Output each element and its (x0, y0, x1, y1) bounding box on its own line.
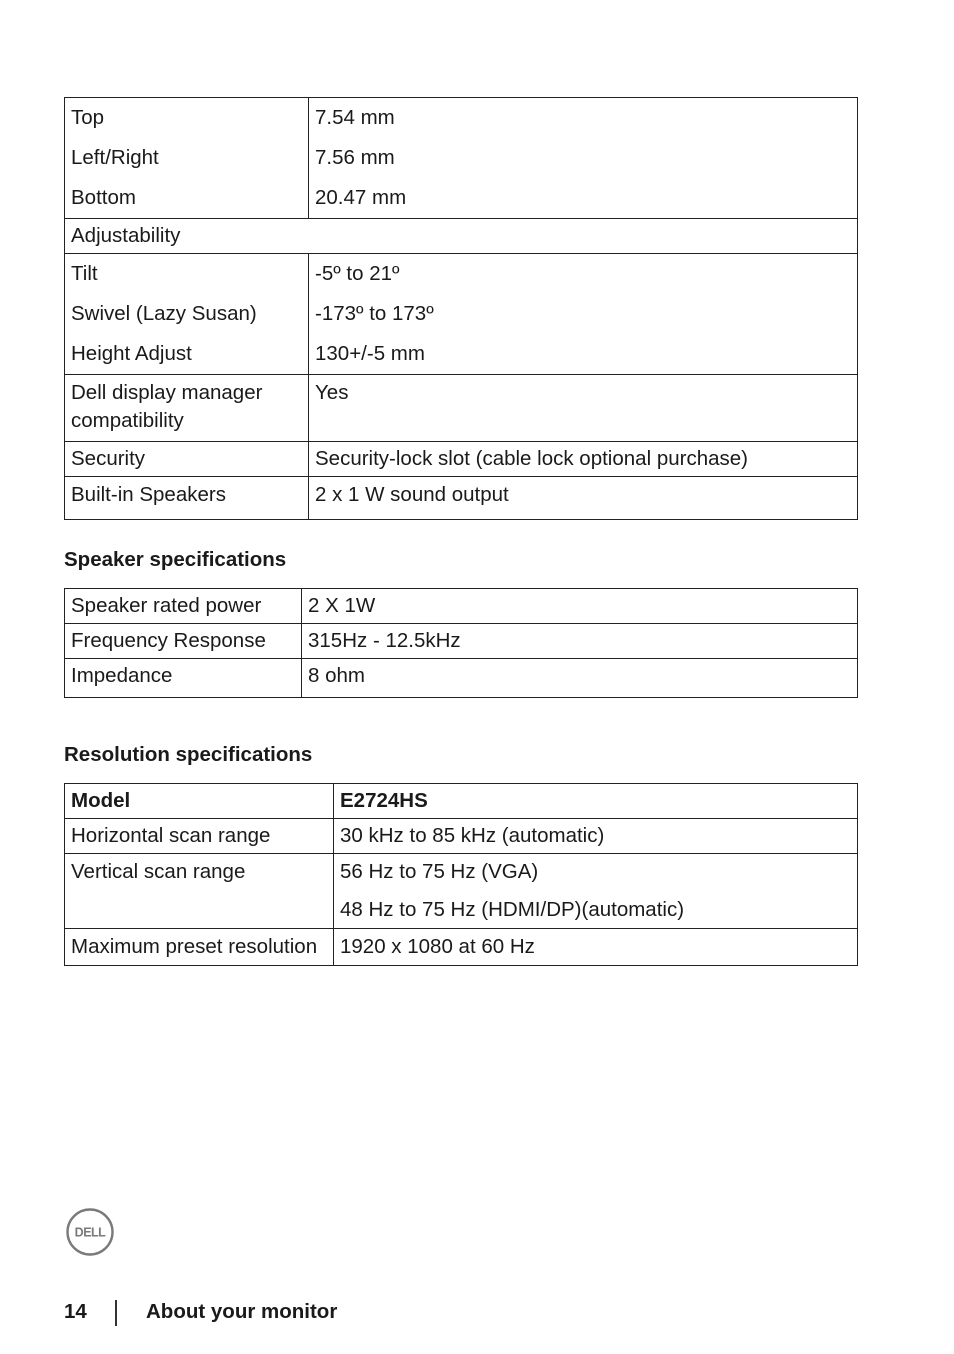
bezel-label-bottom: Bottom (71, 186, 136, 209)
bezel-value-side: 7.56 mm (315, 146, 395, 169)
ddm-value: Yes (309, 375, 858, 442)
ddm-label: Dell display manager compatibility (65, 375, 309, 442)
table-row (65, 929, 858, 966)
table-row (65, 659, 858, 698)
vertical-label: Vertical scan range (65, 854, 334, 929)
vertical-values (334, 854, 858, 929)
table-header-row (65, 784, 858, 819)
adjust-values (309, 254, 858, 375)
adjust-value-tilt: -5º to 21º (315, 262, 400, 285)
vertical-value-hdmi: 48 Hz to 75 Hz (HDMI/DP)(automatic) (340, 898, 685, 921)
table-row (65, 624, 858, 659)
speakers-value: 2 x 1 W sound output (309, 477, 858, 520)
model-header: Model (65, 784, 334, 819)
vertical-value-vga: 56 Hz to 75 Hz (VGA) (340, 860, 539, 883)
table-row (65, 854, 858, 929)
bezel-row (65, 98, 858, 219)
table-row (65, 819, 858, 854)
dell-logo (66, 1208, 114, 1256)
bezel-label-side: Left/Right (71, 146, 159, 169)
adjust-value-swivel: -173º to 173º (315, 302, 434, 325)
resolution-specs-table (64, 783, 858, 966)
adjust-row (65, 254, 858, 375)
speaker-power-label: Speaker rated power (65, 589, 302, 624)
general-specs-table (64, 97, 858, 520)
footer-divider (115, 1300, 117, 1326)
impedance-value: 8 ohm (302, 659, 858, 698)
bezel-label-top: Top (71, 106, 105, 129)
bezel-value-top: 7.54 mm (315, 106, 395, 129)
impedance-label: Impedance (65, 659, 302, 698)
footer-section-title: About your monitor (146, 1300, 338, 1323)
speakers-row (65, 477, 858, 520)
max-res-label: Maximum preset resolution (65, 929, 334, 966)
adjustability-header: Adjustability (65, 219, 858, 254)
adjust-label-tilt: Tilt (71, 262, 98, 285)
speaker-specs-table (64, 588, 858, 698)
horizontal-value: 30 kHz to 85 kHz (automatic) (334, 819, 858, 854)
max-res-value: 1920 x 1080 at 60 Hz (334, 929, 858, 966)
security-label: Security (65, 442, 309, 477)
adjust-label-swivel: Swivel (Lazy Susan) (71, 302, 257, 325)
adjustability-header-row (65, 219, 858, 254)
table-row (65, 589, 858, 624)
speaker-heading: Speaker specifications (64, 548, 287, 571)
resolution-heading: Resolution specifications (64, 743, 313, 766)
adjust-labels (65, 254, 309, 375)
bezel-value-bottom: 20.47 mm (315, 186, 407, 209)
model-value: E2724HS (334, 784, 858, 819)
bezel-values (309, 98, 858, 219)
frequency-label: Frequency Response (65, 624, 302, 659)
security-row (65, 442, 858, 477)
adjust-value-height: 130+/-5 mm (315, 342, 425, 365)
page-number: 14 (64, 1300, 87, 1323)
horizontal-label: Horizontal scan range (65, 819, 334, 854)
security-value: Security-lock slot (cable lock optional purchase) (309, 442, 858, 477)
adjust-label-height: Height Adjust (71, 342, 192, 365)
dell-logo-text: DELL (74, 1225, 106, 1240)
bezel-labels (65, 98, 309, 219)
speaker-power-value: 2 X 1W (302, 589, 858, 624)
frequency-value: 315Hz - 12.5kHz (302, 624, 858, 659)
ddm-row (65, 375, 858, 442)
speakers-label: Built-in Speakers (65, 477, 309, 520)
